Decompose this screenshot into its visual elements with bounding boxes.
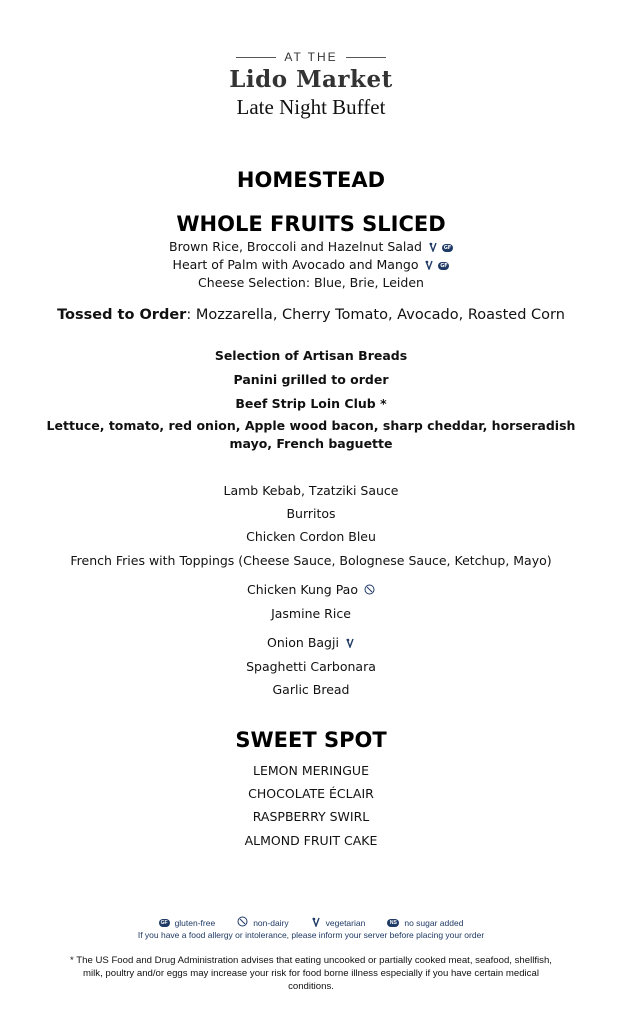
panini-line: Panini grilled to order bbox=[233, 372, 389, 387]
legend-no-sugar bbox=[387, 916, 463, 929]
divider-right bbox=[346, 57, 386, 58]
menu-header bbox=[0, 50, 622, 120]
salad-item-label: Cheese Selection: Blue, Brie, Leiden bbox=[198, 275, 424, 290]
salad-item-label: Heart of Palm with Avocado and Mango bbox=[172, 257, 419, 272]
at-the-text: AT THE bbox=[284, 50, 338, 64]
fda-advisory: * The US Food and Drug Administration advises that eating uncooked or partially cooked meat, seafood, shellfish, milk, poultry and/or eggs may increase your risk for food borne illness especially if you have certain medical conditions. bbox=[70, 955, 552, 992]
club-sandwich: Beef Strip Loin Club * bbox=[235, 396, 387, 411]
hot-item: Lamb Kebab, Tzatziki Sauce bbox=[223, 483, 399, 498]
dessert-item: LEMON MERINGUE bbox=[253, 763, 369, 778]
hot-item-label: Onion Bagji bbox=[267, 635, 339, 650]
gluten-free-icon: GF bbox=[440, 262, 448, 269]
section-homestead: HOMESTEAD bbox=[236, 168, 386, 192]
vegetarian-icon bbox=[311, 917, 321, 929]
dessert-item: RASPBERRY SWIRL bbox=[252, 809, 370, 824]
club-description: Lettuce, tomato, red onion, Apple wood bacon, sharp cheddar, horseradish bbox=[46, 418, 576, 433]
gluten-free-icon: GF bbox=[159, 919, 170, 927]
salad-item-label: Brown Rice, Broccoli and Hazelnut Salad bbox=[169, 239, 422, 254]
vegetarian-icon bbox=[424, 258, 434, 273]
brand-name: Lido Market bbox=[229, 66, 393, 93]
hot-item: French Fries with Toppings (Cheese Sauce, Bolognese Sauce, Ketchup, Mayo) bbox=[70, 553, 552, 568]
non-dairy-icon bbox=[237, 916, 248, 929]
vegetarian-icon bbox=[428, 240, 438, 255]
legend-label: non-dairy bbox=[253, 917, 289, 928]
artisan-breads: Selection of Artisan Breads bbox=[214, 348, 408, 363]
club-description: mayo, French baguette bbox=[229, 436, 393, 451]
legend-gluten-free bbox=[159, 916, 216, 929]
legend-non-dairy bbox=[237, 916, 288, 929]
legend-label: gluten-free bbox=[174, 917, 216, 928]
dessert-item: CHOCOLATE ÉCLAIR bbox=[248, 786, 374, 801]
legend-label: vegetarian bbox=[325, 917, 366, 928]
non-dairy-icon bbox=[364, 583, 375, 598]
hot-item bbox=[0, 582, 622, 598]
dessert-item: ALMOND FRUIT CAKE bbox=[244, 833, 378, 848]
tossed-label: Tossed to Order bbox=[57, 307, 187, 323]
at-the-line bbox=[0, 50, 622, 64]
menu-subtitle: Late Night Buffet bbox=[236, 95, 386, 119]
salad-item bbox=[0, 239, 622, 255]
gluten-free-icon: GF bbox=[443, 244, 452, 251]
hot-item: Garlic Bread bbox=[272, 682, 350, 697]
hot-item: Burritos bbox=[286, 506, 336, 521]
section-sweet-spot: SWEET SPOT bbox=[235, 728, 387, 752]
allergy-note: If you have a food allergy or intolerance, please inform your server before placing your order bbox=[137, 930, 485, 940]
legend-vegetarian bbox=[311, 916, 366, 929]
hot-item bbox=[0, 635, 622, 651]
section-whole-fruits: WHOLE FRUITS SLICED bbox=[176, 212, 446, 236]
legend-label: no sugar added bbox=[404, 917, 464, 928]
hot-item-label: Chicken Kung Pao bbox=[247, 582, 358, 597]
hot-item: Jasmine Rice bbox=[271, 606, 351, 621]
hot-item: Chicken Cordon Bleu bbox=[246, 529, 376, 544]
salad-item bbox=[0, 257, 622, 273]
hot-item: Spaghetti Carbonara bbox=[246, 659, 376, 674]
tossed-to-order bbox=[0, 307, 622, 323]
no-sugar-icon: NS bbox=[387, 919, 399, 927]
dietary-legend bbox=[0, 916, 622, 929]
salad-item bbox=[0, 275, 622, 290]
tossed-items: : Mozzarella, Cherry Tomato, Avocado, Roasted Corn bbox=[186, 307, 565, 323]
vegetarian-icon bbox=[345, 636, 355, 651]
divider-left bbox=[236, 57, 276, 58]
